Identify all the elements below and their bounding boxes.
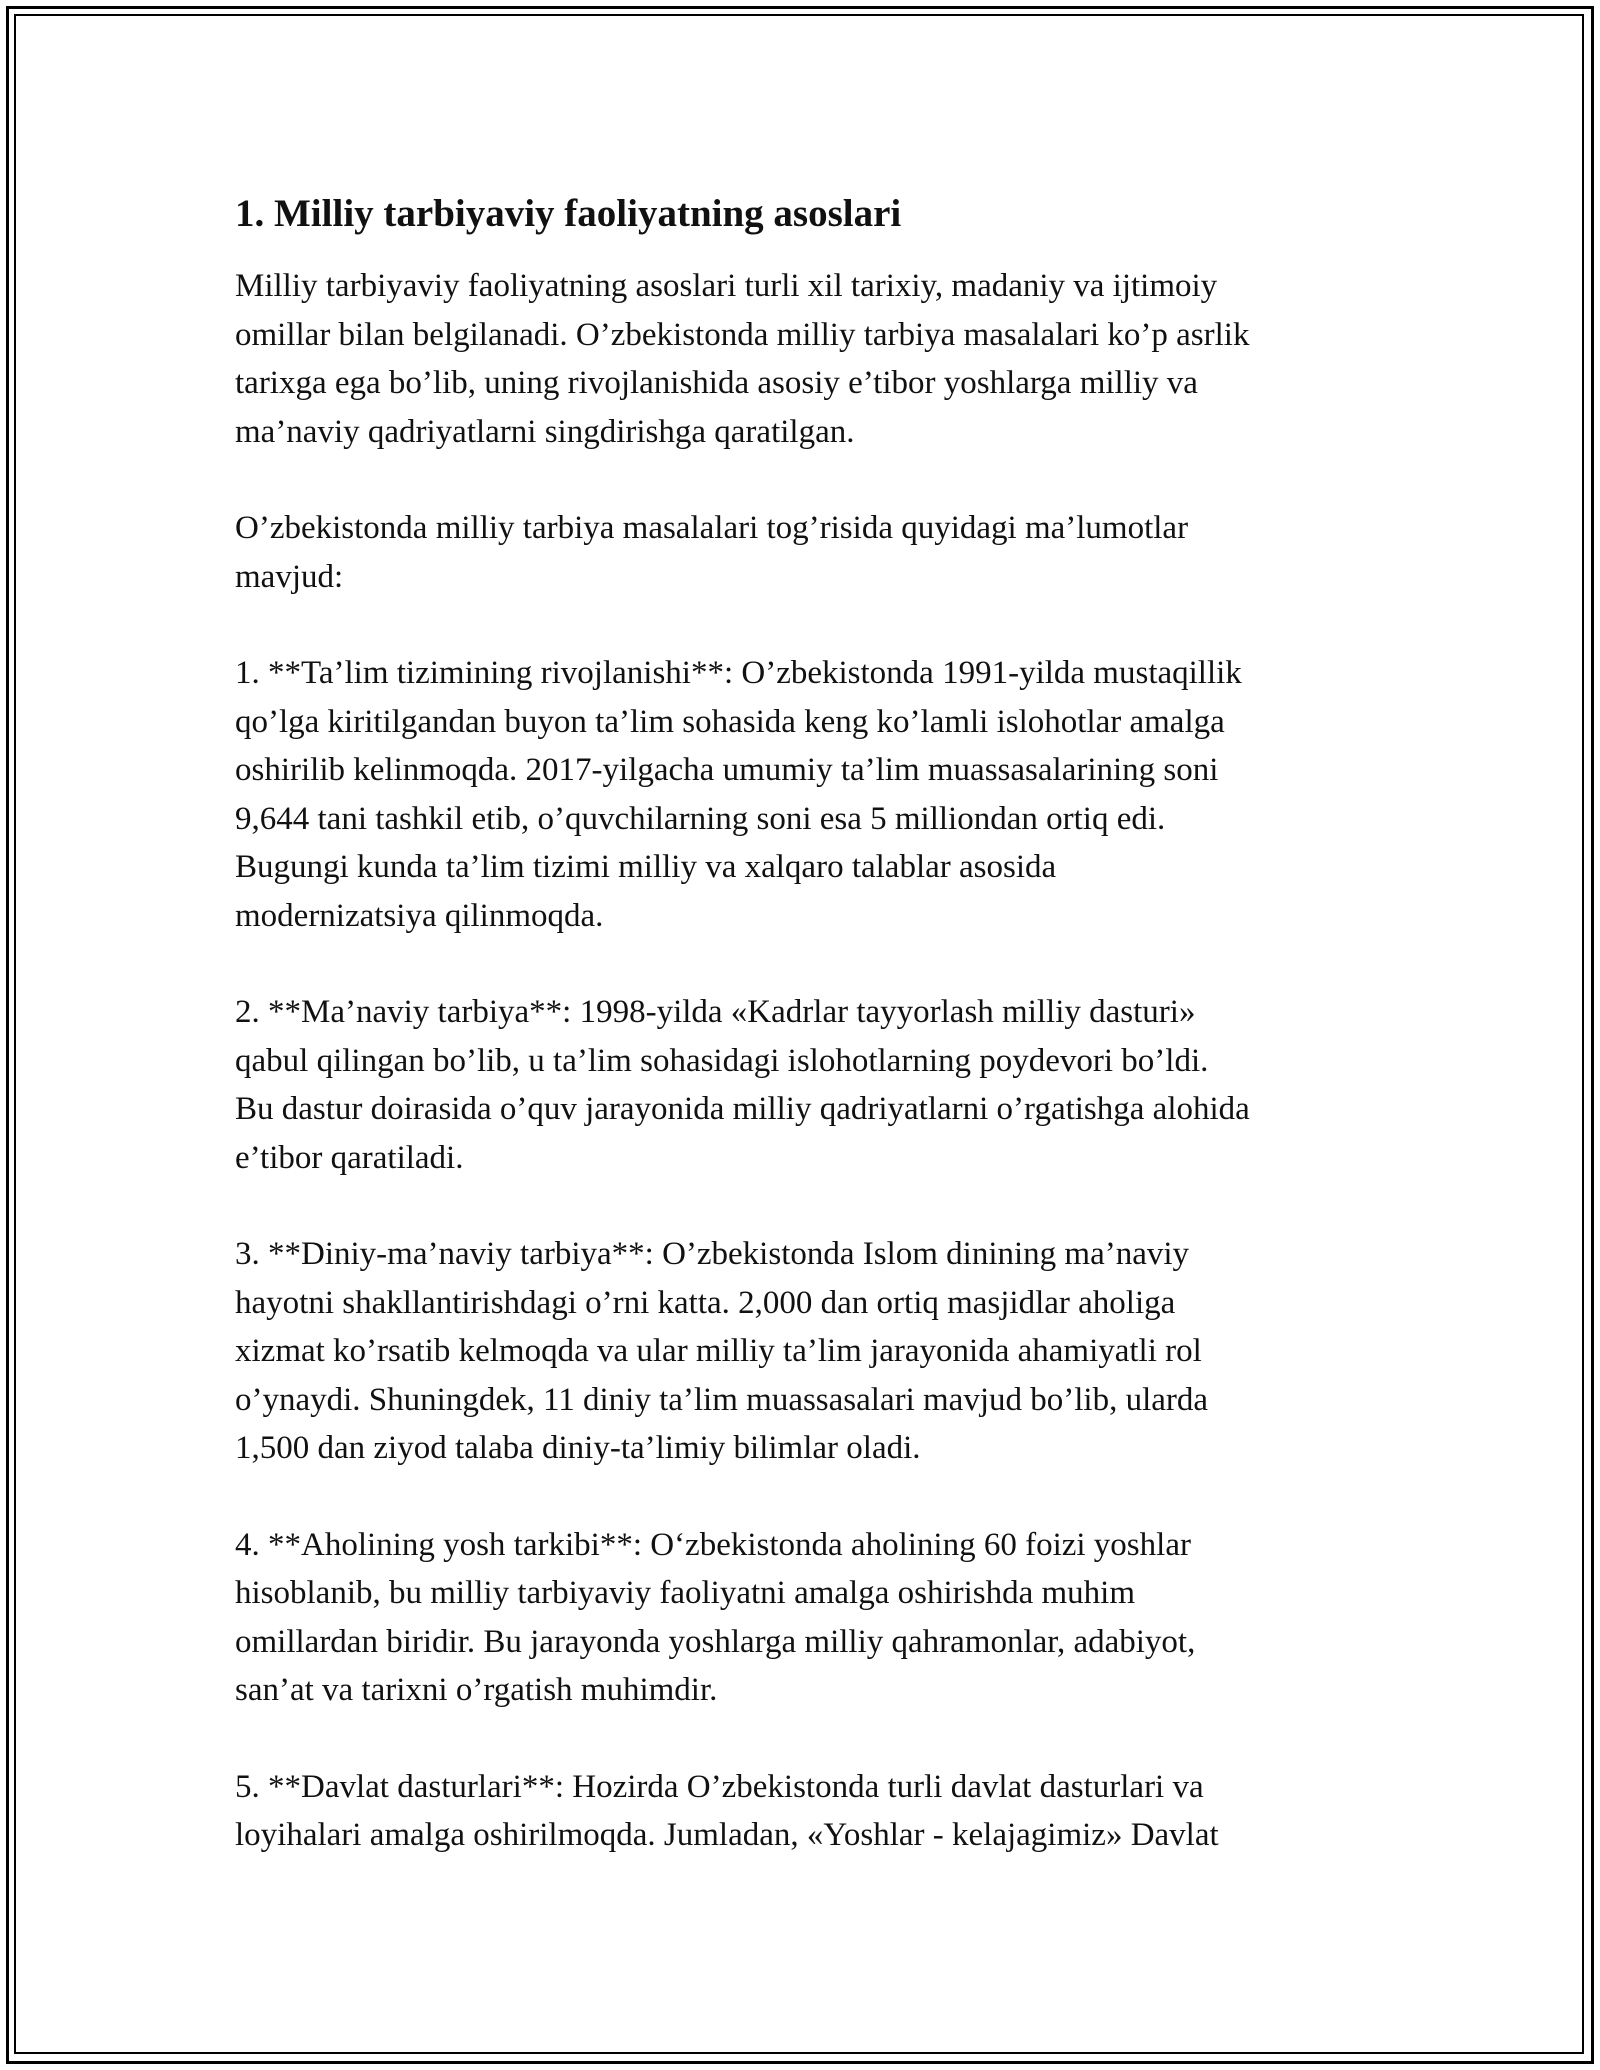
text-line: qo’lga kiritilgandan buyon ta’lim sohasida keng ko’lamli islohotlar amalga <box>235 703 1225 740</box>
text-line: xizmat ko’rsatib kelmoqda va ular milliy ta’lim jarayonida ahamiyatli rol <box>235 1333 1202 1369</box>
list-item-education-system <box>235 649 1375 940</box>
text-line: 5. **Davlat dasturlari**: Hozirda O’zbekistonda turli davlat dasturlari va <box>235 1768 1204 1805</box>
text-line: 2. **Ma’naviy tarbiya**: 1998-yilda «Kadrlar tayyorlash milliy dasturi» <box>235 994 1196 1030</box>
text-line: 9,644 tani tashkil etib, o’quvchilarning soni esa 5 milliondan ortiq edi. <box>235 800 1166 837</box>
document-body <box>235 188 1375 1908</box>
text-line: ma’naviy qadriyatlarni singdirishga qaratilgan. <box>235 413 855 450</box>
text-line: mavjud: <box>235 558 344 595</box>
text-line: 3. **Diniy-ma’naviy tarbiya**: O’zbekistonda Islom dinining ma’naviy <box>235 1236 1190 1272</box>
text-line: qabul qilingan bo’lib, u ta’lim sohasidagi islohotlarning poydevori bo’ldi. <box>235 1042 1209 1079</box>
text-line: loyihalari amalga oshirilmoqda. Jumladan, «Yoshlar - kelajagimiz» Davlat <box>235 1817 1219 1853</box>
text-line: Bu dastur doirasida o’quv jarayonida milliy qadriyatlarni o’rgatishga alohida <box>235 1091 1250 1127</box>
text-line: san’at va tarixni o’rgatish muhimdir. <box>235 1672 718 1708</box>
text-line: Milliy tarbiyaviy faoliyatning asoslari turli xil tarixiy, madaniy va ijtimoiy <box>235 268 1218 304</box>
text-line: Bugungi kunda ta’lim tizimi milliy va xalqaro talablar asosida <box>235 849 1057 885</box>
list-item-state-programs <box>235 1763 1375 1860</box>
text-line: omillar bilan belgilanadi. O’zbekistonda milliy tarbiya masalalari ko’p asrlik <box>235 316 1250 353</box>
text-line: 1. **Ta’lim tizimining rivojlanishi**: O’zbekistonda 1991-yilda mustaqillik <box>235 655 1242 691</box>
text-line: tarixga ega bo’lib, uning rivojlanishida asosiy e’tibor yoshlarga milliy va <box>235 365 1198 401</box>
text-line: e’tibor qaratiladi. <box>235 1139 464 1176</box>
text-line: hisoblanib, bu milliy tarbiyaviy faoliyatni amalga oshirishda muhim <box>235 1575 1136 1611</box>
text-line: oshirilib kelinmoqda. 2017-yilgacha umumiy ta’lim muassasalarining soni <box>235 752 1219 788</box>
list-item-population-age <box>235 1521 1375 1715</box>
text-line: o’ynaydi. Shuningdek, 11 diniy ta’lim muassasalari mavjud bo’lib, ularda <box>235 1381 1209 1418</box>
list-item-spiritual-education <box>235 988 1375 1182</box>
list-item-religious-education <box>235 1230 1375 1473</box>
paragraph-intro <box>235 262 1375 456</box>
section-heading: 1. Milliy tarbiyaviy faoliyatning asoslari <box>235 192 902 235</box>
text-line: hayotni shakllantirishdagi o’rni katta. 2,000 dan ortiq masjidlar aholiga <box>235 1284 1176 1321</box>
text-line: O’zbekistonda milliy tarbiya masalalari tog’risida quyidagi ma’lumotlar <box>235 510 1189 546</box>
text-line: modernizatsiya qilinmoqda. <box>235 897 604 934</box>
text-line: omillardan biridir. Bu jarayonda yoshlarga milliy qahramonlar, adabiyot, <box>235 1623 1196 1660</box>
text-line: 4. **Aholining yosh tarkibi**: O‘zbekistonda aholining 60 foizi yoshlar <box>235 1526 1191 1563</box>
text-line: 1,500 dan ziyod talaba diniy-ta’limiy bilimlar oladi. <box>235 1430 921 1466</box>
paragraph-lead-in <box>235 504 1375 601</box>
